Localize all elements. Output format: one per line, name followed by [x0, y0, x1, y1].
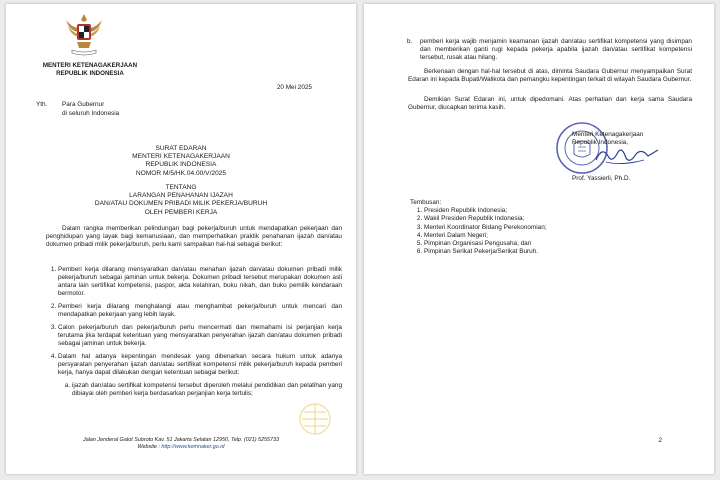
provision-item-4-text: Dalam hal adanya kepentingan mendesak yang dibenarkan secara hukum untuk adanya persyaratan penyerahan ijazah dan/atau sertifikat kompetensi milik pekerja/buruh kepada pemberi kerja, hanya dapat dilakukan dengan ketentuan sebagai berikut: — [58, 353, 342, 376]
page-number: 2 — [658, 437, 662, 444]
subject-line-4: OLEH PEMBERI KERJA — [144, 208, 218, 216]
tembusan-item: 5. Pimpinan Organisasi Pengusaha; dan — [424, 240, 547, 248]
tembusan-list — [410, 207, 547, 257]
tembusan-item: 2. Wakil Presiden Republik Indonesia; — [424, 215, 547, 223]
sub-item-b-label: b. — [407, 38, 413, 45]
footer-website-label: Website : — [137, 444, 160, 450]
provision-item-2: 2. Pemberi kerja dilarang menghalangi atau menghambat pekerja/buruh untuk mencari dan mendapatkan pekerjaan yang lebih layak. — [58, 303, 342, 319]
subject-line-1: TENTANG — [165, 184, 197, 191]
letter-footer — [6, 437, 356, 451]
footer-website-link[interactable]: http://www.kemnaker.go.id — [161, 444, 225, 450]
subject-line-2: LARANGAN PENAHANAN IJAZAH — [129, 192, 233, 200]
tembusan-item: 3. Menteri Koordinator Bidang Perekonomian; — [424, 224, 547, 232]
ministry-line-2: REPUBLIK INDONESIA — [56, 69, 124, 77]
title-line-2: MENTERI KETENAGAKERJAAN — [132, 153, 230, 161]
letter-title — [6, 145, 356, 178]
provision-item-4 — [58, 353, 342, 398]
footer-address: Jalan Jenderal Gatot Subroto Kav. 51 Jakarta Selatan 12950, Telp. (021) 5255733 — [83, 437, 279, 443]
tembusan-item: 6. Pimpinan Serikat Pekerja/Serikat Buruh. — [424, 248, 547, 256]
provision-item-1: 1. Pemberi kerja dilarang mensyaratkan dan/atau menahan ijazah dan/atau dokumen pribadi milik pekerja/buruh sebagai jaminan untuk bekerja. Dokumen pribadi tersebut merupakan dokumen asli antara lain sertifikat kompetensi, paspor, akta kelahiran, buku nikah, dan buku pemilik kendaraan bermotor. — [58, 266, 342, 298]
signatory-title-1: Menteri Ketenagakerjaan — [572, 131, 644, 138]
garuda-emblem-icon — [62, 10, 106, 58]
intro-paragraph: Dalam rangka memberikan pelindungan bagi pekerja/buruh untuk mendapatkan pekerjaan dan penghidupan yang layak bagi kemanusiaan, dan memperhatikan praktik penahanan ijazah dan/atau dokumen pribadi milik pekerja/buruh, perlu kami sampaikan hal-hal sebagai berikut: — [46, 225, 342, 248]
provision-sub-item-b — [407, 38, 692, 62]
closing-paragraph-2: Demikian Surat Edaran ini, untuk dipedomani. Atas perhatian dan kerja sama Saudara Gubernur, diucapkan terima kasih. — [408, 96, 692, 111]
ministry-letterhead — [20, 62, 160, 77]
ministry-line-1: MENTERI KETENAGAKERJAAN — [42, 62, 138, 69]
closing-paragraph-1: Berkenaan dengan hal-hal tersebut di atas, diminta Saudara Gubernur menyampaikan Surat Edaran ini kepada Bupati/Walikota dan pemangku kepentingan terkait di wilayah Saudara Gubernur. — [408, 68, 692, 83]
title-line-1: SURAT EDARAN — [155, 145, 207, 152]
recipient-line-2: di seluruh Indonesia — [62, 109, 120, 117]
document-page-1 — [6, 4, 356, 474]
title-line-4: NOMOR M/5/HK.04.00/V/2025 — [135, 169, 227, 177]
recipient-line-1: Para Gubernur — [62, 101, 105, 108]
letter-subject — [6, 184, 356, 217]
signatory-title-2: Republik Indonesia, — [572, 139, 629, 146]
provision-sub-item-a: a. ijazah dan/atau sertifikat kompetensi tersebut diperoleh melalui pendidikan dan pelatihan yang dibiayai oleh pemberi kerja berdasarkan perjanjian kerja tertulis; — [72, 382, 342, 398]
letter-date: 20 Mei 2025 — [276, 84, 312, 91]
tembusan-label: Tembusan: — [410, 199, 442, 206]
provisions-list — [46, 266, 342, 403]
tembusan-item: 1. Presiden Republik Indonesia; — [424, 207, 547, 215]
recipient-address — [62, 101, 119, 118]
signatory-name: Prof. Yassierli, Ph.D. — [572, 175, 631, 182]
title-line-3: REPUBLIK INDONESIA — [145, 161, 217, 169]
document-page-2 — [364, 4, 714, 474]
provision-sub-list — [58, 382, 342, 398]
sub-item-b-text: pemberi kerja wajib menjamin keamanan ijazah dan/atau sertifikat kompetensi yang disimpan dan memberikan ganti rugi kepada pekerja apabila ijazah dan/atau sertifikat kompetensi tersebut, rusak atau hilang. — [420, 38, 692, 61]
ministry-watermark-icon — [296, 400, 334, 438]
handwritten-signature-icon — [592, 142, 662, 168]
footer-website — [6, 444, 356, 451]
recipient-salutation: Yth. — [36, 101, 48, 108]
tembusan-item: 4. Menteri Dalam Negeri; — [424, 232, 547, 240]
provision-item-3: 3. Calon pekerja/buruh dan pekerja/buruh perlu mencermati dan memahami isi perjanjian kerja terutama jika terdapat ketentuan yang mensyaratkan penyerahan ijazah dan/atau dokumen pribadi sebagai jaminan untuk bekerja. — [58, 324, 342, 348]
subject-line-3: DAN/ATAU DOKUMEN PRIBADI MILIK PEKERJA/BURUH — [94, 200, 268, 208]
